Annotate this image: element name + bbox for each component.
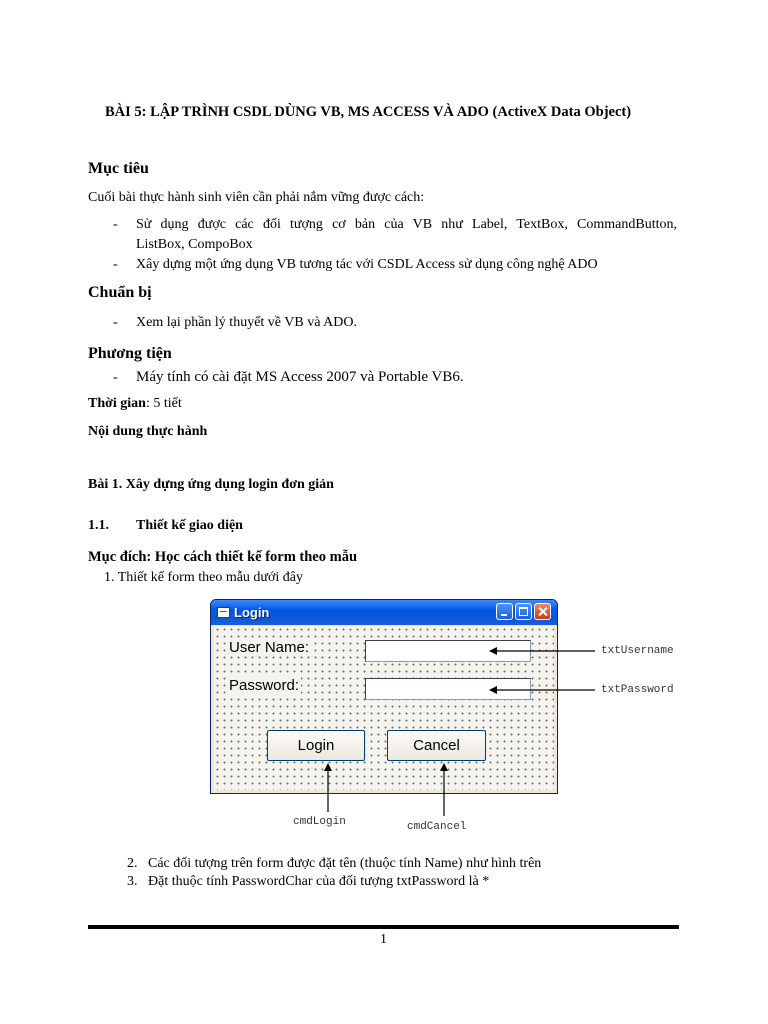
muc-tieu-intro: Cuối bài thực hành sinh viên cần phải nắm vững được cách:	[88, 190, 425, 205]
page-number: 1	[380, 932, 387, 947]
heading-muc-tieu: Mục tiêu	[88, 160, 149, 177]
step-2-number: 2.	[127, 856, 138, 871]
thoi-gian-label: Thời gian	[88, 396, 146, 411]
annotation-cmdcancel: cmdCancel	[407, 821, 467, 833]
muc-tieu-item-1-line1: Sử dụng được các đối tượng cơ bản của VB như Label, TextBox, CommandButton,	[136, 217, 677, 232]
phuong-tien-item-1: Máy tính có cài đặt MS Access 2007 và Portable VB6.	[136, 369, 464, 385]
muc-tieu-item-2: Xây dựng một ứng dụng VB tương tác với CSDL Access sử dụng công nghệ ADO	[136, 257, 598, 272]
annotation-cmdlogin: cmdLogin	[293, 816, 346, 828]
bullet-dash: -	[113, 315, 118, 330]
muc-dich: Mục đích: Học cách thiết kế form theo mẫu	[88, 549, 358, 565]
label-username: User Name:	[229, 639, 310, 656]
annotation-txtpassword: txtPassword	[601, 684, 674, 696]
section-title: Thiết kế giao diện	[136, 518, 243, 533]
step-1: 1. Thiết kế form theo mẫu dưới đây	[104, 570, 304, 585]
login-button[interactable]: Login	[267, 730, 365, 761]
heading-phuong-tien: Phương tiện	[88, 345, 172, 362]
step-3-number: 3.	[127, 874, 138, 889]
heading-bai-1: Bài 1. Xây dựng ứng dụng login đơn giản	[88, 477, 334, 492]
footer-rule	[88, 925, 679, 929]
step-2: Các đối tượng trên form được đặt tên (thuộc tính Name) như hình trên	[148, 856, 542, 871]
thoi-gian-value: : 5 tiết	[145, 396, 182, 411]
bullet-dash: -	[113, 370, 118, 385]
cancel-button[interactable]: Cancel	[387, 730, 486, 761]
heading-noi-dung: Nội dung thực hành	[88, 424, 208, 439]
window-title: Login	[234, 605, 270, 620]
muc-tieu-item-1-line2: ListBox, CompoBox	[136, 237, 253, 252]
heading-chuan-bi: Chuẩn bị	[88, 284, 152, 301]
annotation-txtusername: txtUsername	[601, 645, 674, 657]
step-3: Đặt thuộc tính PasswordChar của đối tượng txtPassword là *	[148, 874, 490, 889]
section-number: 1.1.	[88, 518, 109, 533]
chuan-bi-item-1: Xem lại phần lý thuyết về VB và ADO.	[136, 315, 357, 330]
bullet-dash: -	[113, 217, 118, 232]
document-title: BÀI 5: LẬP TRÌNH CSDL DÙNG VB, MS ACCESS VÀ ADO (ActiveX Data Object)	[105, 104, 632, 120]
bullet-dash: -	[113, 257, 118, 272]
label-password: Password:	[229, 677, 300, 694]
